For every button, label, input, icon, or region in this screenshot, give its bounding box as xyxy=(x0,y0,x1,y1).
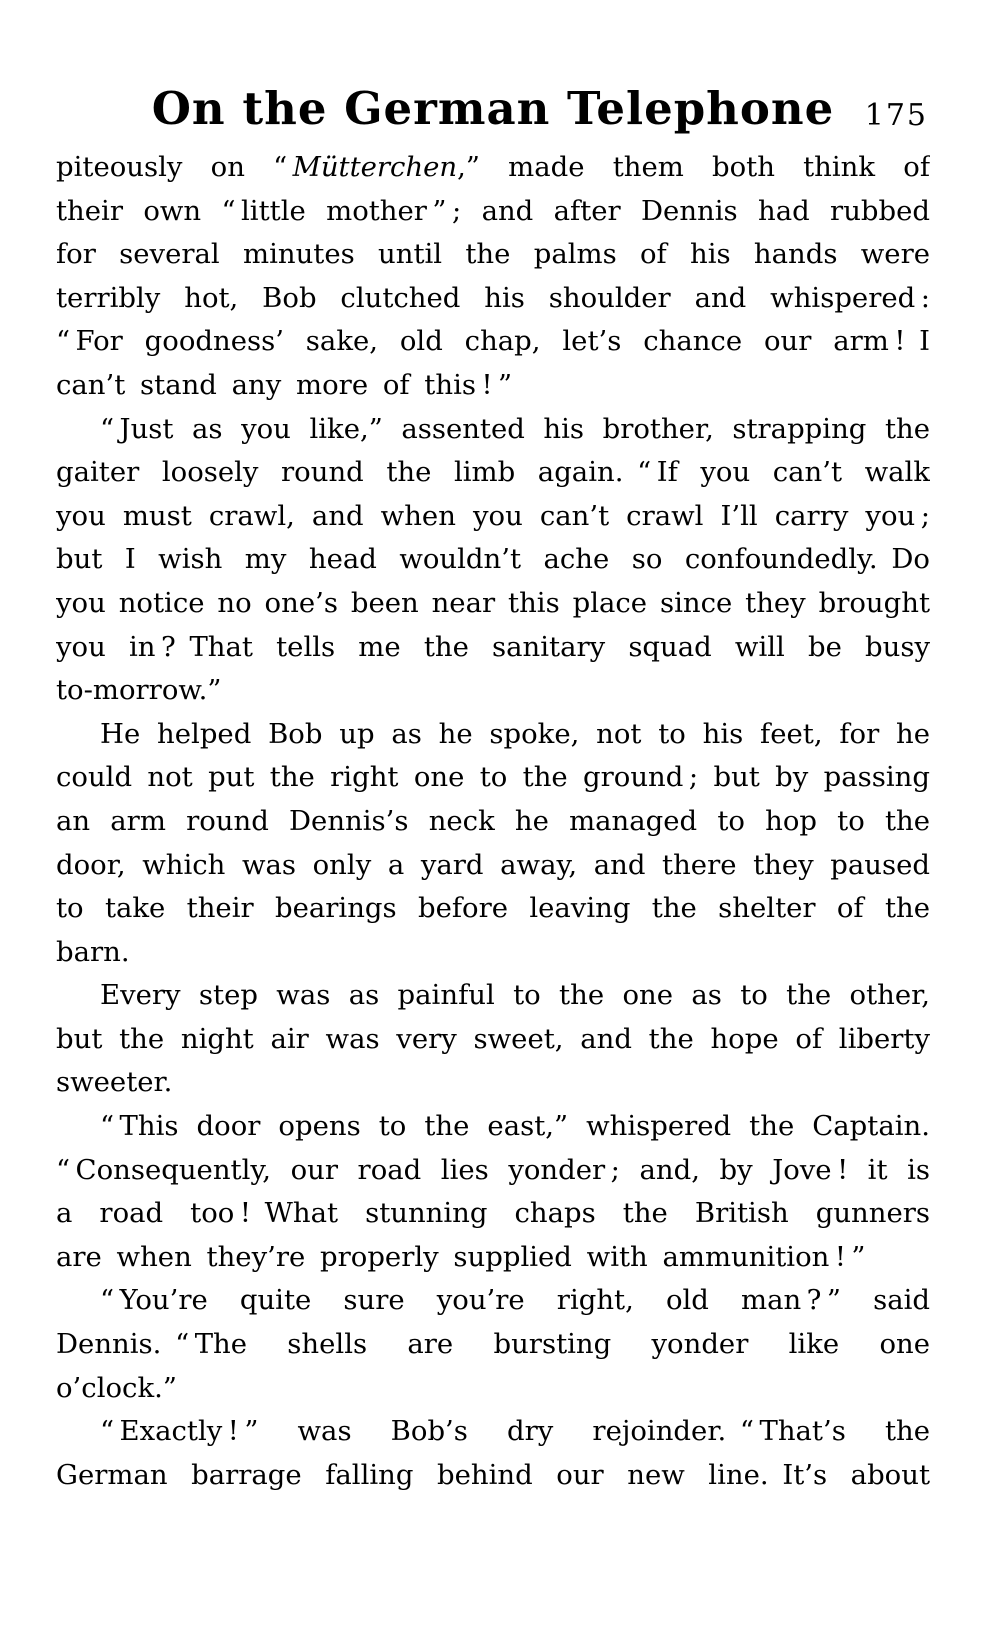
text-line: can’t stand any more of this ! ” xyxy=(56,368,513,401)
page-number: 175 xyxy=(864,98,928,133)
text-line: are when they’re properly supplied with ammunition ! ” xyxy=(56,1240,866,1273)
paragraph xyxy=(56,713,930,975)
paragraph xyxy=(56,1279,930,1410)
text-line: door, which was only a yard away, and there they paused xyxy=(56,848,930,881)
paragraph xyxy=(56,1105,930,1279)
text-line: for several minutes until the palms of his hands were xyxy=(56,238,930,271)
text-line: “ This door opens to the east,” whispered the Captain. xyxy=(100,1110,930,1143)
text-line: gaiter loosely round the limb again. “ If you can’t walk xyxy=(56,456,930,489)
text-line: sweeter. xyxy=(56,1066,173,1099)
text-line: to take their bearings before leaving the shelter of the xyxy=(56,892,930,925)
text-line: “ Just as you like,” assented his brother, strapping the xyxy=(100,412,930,445)
text-line: “ You’re quite sure you’re right, old man ? ” said xyxy=(100,1284,930,1317)
text-line: “ Consequently, our road lies yonder ; and, by Jove ! it is xyxy=(56,1153,930,1186)
text-line: He helped Bob up as he spoke, not to his feet, for he xyxy=(100,717,930,750)
text-line: Dennis. “ The shells are bursting yonder like one xyxy=(56,1328,930,1361)
text-line: terribly hot, Bob clutched his shoulder and whispered : xyxy=(56,281,930,314)
text-line: “ For goodness’ sake, old chap, let’s chance our arm ! I xyxy=(56,325,930,358)
paragraph xyxy=(56,146,930,408)
text-line: “ Exactly ! ” was Bob’s dry rejoinder. “ That’s the xyxy=(100,1415,930,1448)
text-block xyxy=(56,146,930,1497)
paragraph xyxy=(56,408,930,713)
text-line: but I wish my head wouldn’t ache so confoundedly. Do xyxy=(56,543,930,576)
paragraph xyxy=(56,974,930,1105)
text-line: German barrage falling behind our new line. It’s about xyxy=(56,1458,930,1491)
text-line: you in ? That tells me the sanitary squad will be busy xyxy=(56,630,930,663)
text-line: their own “ little mother ” ; and after Dennis had rubbed xyxy=(56,194,930,227)
text-line: could not put the right one to the ground ; but by passing xyxy=(56,761,930,794)
page-title: On the German Telephone xyxy=(151,82,835,135)
text-line: a road too ! What stunning chaps the British gunners xyxy=(56,1197,930,1230)
paragraph xyxy=(56,1410,930,1497)
text-line: Every step was as painful to the one as to the other, xyxy=(100,979,930,1012)
text-line: you must crawl, and when you can’t crawl I’ll carry you ; xyxy=(56,499,930,532)
text-line: barn. xyxy=(56,935,130,968)
text-line: an arm round Dennis’s neck he managed to hop to the xyxy=(56,804,930,837)
text-line: you notice no one’s been near this place since they brought xyxy=(56,586,930,619)
text-line: o’clock.” xyxy=(56,1371,177,1404)
running-header xyxy=(56,78,930,140)
text-line: to-morrow.” xyxy=(56,674,222,707)
text-line: piteously on “ Mütterchen,” made them both think of xyxy=(56,151,930,183)
text-line: but the night air was very sweet, and the hope of liberty xyxy=(56,1022,930,1055)
